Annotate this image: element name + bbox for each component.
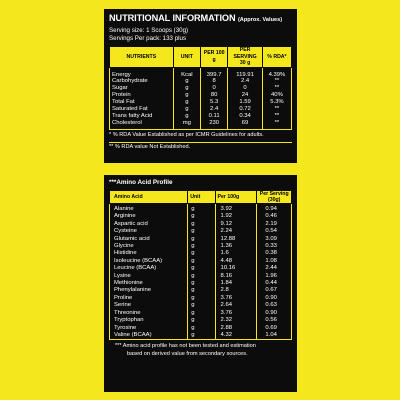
table-cell: 0.90 — [257, 295, 292, 302]
table-row — [110, 113, 292, 120]
table-cell: Lysine — [114, 272, 131, 279]
table-cell: 8 — [200, 78, 227, 85]
table-cell: 5.3% — [262, 99, 291, 106]
table-row — [110, 236, 292, 243]
table-row — [110, 120, 292, 129]
table-cell: 0.33 — [257, 243, 292, 250]
nutrition-title-sub: (Approx. Values) — [237, 17, 283, 23]
table-cell: g — [188, 204, 215, 214]
table-cell: g — [188, 236, 215, 243]
table-cell: 9.12 — [215, 221, 257, 228]
table-cell: g — [188, 325, 215, 332]
col-per-serving: PER SERVING 30 g — [228, 47, 263, 68]
table-cell: g — [188, 250, 215, 257]
amino-title: ***Amino Acid Profile — [109, 179, 173, 186]
table-row — [110, 273, 292, 280]
table-cell: 0.46 — [257, 213, 292, 220]
table-cell: ** — [262, 106, 291, 113]
table-cell: g — [188, 265, 215, 272]
table-row — [110, 221, 292, 228]
table-cell: Energy — [112, 71, 131, 78]
table-cell: 4.32 — [215, 332, 257, 340]
col-per-100g: PER 100 g — [200, 47, 227, 68]
table-cell: 2.44 — [257, 265, 292, 272]
table-cell: 1.36 — [215, 243, 257, 250]
table-cell: 0.38 — [257, 250, 292, 257]
table-cell: 0 — [228, 85, 263, 92]
amino-note — [109, 342, 292, 358]
table-cell: Cholesterol — [112, 119, 142, 126]
table-cell: Trans fatty Acid — [112, 112, 153, 119]
table-cell: 8.16 — [215, 273, 257, 280]
table-cell: g — [188, 332, 215, 340]
table-row — [110, 280, 292, 287]
table-cell: Leucine (BCAA) — [114, 265, 157, 272]
table-cell: g — [188, 310, 215, 317]
col-amino-per-serving: Per Serving (30g) — [257, 191, 292, 204]
amino-table — [109, 190, 292, 340]
rda-not-established-note: ** % RDA value Not Established. — [109, 144, 191, 151]
table-cell: Kcal — [173, 67, 200, 78]
table-cell: g — [188, 213, 215, 220]
table-cell: 1.08 — [257, 258, 292, 265]
table-cell: 4.48 — [215, 258, 257, 265]
table-cell: g — [173, 99, 200, 106]
table-cell: g — [173, 78, 200, 85]
table-cell: Methionine — [114, 280, 143, 287]
table-cell: Saturated Fat — [112, 106, 148, 113]
table-cell: 4.39% — [262, 67, 291, 78]
table-row — [110, 99, 292, 106]
table-cell: 5.3 — [200, 99, 227, 106]
table-cell: g — [188, 287, 215, 294]
table-row — [110, 78, 292, 85]
col-amino-unit: Unit — [188, 191, 215, 204]
table-cell: ** — [262, 78, 291, 85]
table-cell: 12.88 — [215, 236, 257, 243]
col-amino-per-100g: Per 100g — [215, 191, 257, 204]
col-amino-acid: Amino Acid — [110, 191, 188, 204]
table-cell: g — [188, 302, 215, 309]
table-cell: Arginine — [114, 213, 136, 220]
table-cell: 2.8 — [215, 287, 257, 294]
table-row — [110, 250, 292, 257]
table-cell: 0.63 — [257, 302, 292, 309]
table-cell: Tryptophan — [114, 317, 144, 324]
rda-footnote: * % RDA Value Established as per ICMR Guidelines for adults. — [109, 131, 264, 138]
table-row — [110, 310, 292, 317]
table-cell: 40% — [262, 92, 291, 99]
table-cell: g — [173, 92, 200, 99]
table-cell: 80 — [200, 92, 227, 99]
table-cell: Serine — [114, 302, 132, 309]
table-cell: g — [173, 113, 200, 120]
table-row — [110, 332, 292, 340]
table-row — [110, 243, 292, 250]
table-cell: Sugar — [112, 85, 128, 92]
table-cell: 2.32 — [215, 317, 257, 324]
table-cell: g — [173, 85, 200, 92]
table-cell: Tyrosine — [114, 324, 137, 331]
table-cell: 1.6 — [215, 250, 257, 257]
table-cell: 0.34 — [228, 113, 263, 120]
table-cell: 2.88 — [215, 325, 257, 332]
table-cell: 1.92 — [215, 213, 257, 220]
table-cell: 0.72 — [228, 106, 263, 113]
table-cell: 0.11 — [200, 113, 227, 120]
table-cell: Proline — [114, 294, 133, 301]
table-cell: 1.59 — [228, 99, 263, 106]
table-row — [110, 67, 292, 78]
table-cell: Glycine — [114, 243, 134, 250]
table-row — [110, 228, 292, 235]
table-cell: 0.54 — [257, 228, 292, 235]
nutrition-title-main: NUTRITIONAL INFORMATION — [109, 13, 236, 23]
nutrition-panel — [104, 9, 297, 163]
col-rda: % RDA* — [262, 47, 291, 68]
table-row — [110, 325, 292, 332]
table-cell: g — [173, 106, 200, 113]
table-cell: Aspartic acid — [114, 220, 148, 227]
table-cell: ** — [262, 120, 291, 129]
serving-size: Serving size: 1 Scoops (30g) — [109, 27, 189, 34]
table-cell: g — [188, 228, 215, 235]
table-cell: 119.91 — [228, 67, 263, 78]
table-cell: Threonine — [114, 309, 141, 316]
table-cell: ** — [262, 113, 291, 120]
table-cell: mg — [173, 120, 200, 129]
table-cell: Cysteine — [114, 228, 137, 235]
table-cell: 69 — [228, 120, 263, 129]
table-cell: g — [188, 243, 215, 250]
table-cell: Histidine — [114, 250, 137, 257]
nutrition-header-row — [110, 47, 292, 68]
table-cell: g — [188, 317, 215, 324]
table-cell: 0.94 — [257, 204, 292, 214]
table-row — [110, 317, 292, 324]
col-unit: UNIT — [173, 47, 200, 68]
table-cell: 3.76 — [215, 310, 257, 317]
table-cell: 24 — [228, 92, 263, 99]
table-cell: Protein — [112, 92, 131, 99]
table-cell: 2.4 — [200, 106, 227, 113]
table-cell: 3.76 — [215, 295, 257, 302]
nutrition-title — [109, 13, 292, 26]
table-cell: 2.64 — [215, 302, 257, 309]
table-cell: 2.19 — [257, 221, 292, 228]
table-cell: g — [188, 295, 215, 302]
divider — [109, 142, 292, 143]
table-cell: Alanine — [114, 206, 134, 212]
table-cell: 2.24 — [215, 228, 257, 235]
amino-note-line1: *** Amino acid profile has not been tested and estimation — [115, 343, 256, 350]
table-cell: 3.92 — [215, 204, 257, 214]
table-cell: g — [188, 258, 215, 265]
table-row — [110, 85, 292, 92]
table-cell: 0.56 — [257, 317, 292, 324]
table-cell: Isoleucine (BCAA) — [114, 257, 163, 264]
table-row — [110, 204, 292, 214]
table-cell: 0 — [200, 85, 227, 92]
table-row — [110, 302, 292, 309]
table-cell: 399.7 — [200, 67, 227, 78]
table-cell: 2.4 — [228, 78, 263, 85]
table-row — [110, 213, 292, 220]
table-cell: g — [188, 273, 215, 280]
table-row — [110, 265, 292, 272]
table-row — [110, 287, 292, 294]
amino-note-line2: based on derived value from secondary sources. — [127, 351, 248, 358]
table-cell: 1.04 — [257, 332, 292, 340]
servings-per-pack: Servings Per pack: 133 plus — [109, 35, 187, 42]
table-cell: 1.84 — [215, 280, 257, 287]
table-cell: 0.69 — [257, 325, 292, 332]
table-cell: 230 — [200, 120, 227, 129]
table-cell: ** — [262, 85, 291, 92]
amino-header-row — [110, 191, 292, 204]
table-cell: 10.16 — [215, 265, 257, 272]
table-cell: 0.90 — [257, 310, 292, 317]
table-cell: Valine (BCAA) — [114, 331, 152, 338]
table-cell: 1.96 — [257, 273, 292, 280]
table-row — [110, 92, 292, 99]
table-cell: Total Fat — [112, 99, 135, 106]
table-cell: Phenylalanine — [114, 287, 152, 294]
col-nutrients: NUTRIENTS — [110, 47, 174, 68]
table-cell: g — [188, 221, 215, 228]
table-cell: 0.44 — [257, 280, 292, 287]
table-cell: Carbohydrate — [112, 78, 148, 85]
amino-panel — [104, 175, 297, 392]
table-row — [110, 106, 292, 113]
nutrition-table — [109, 46, 292, 130]
table-row — [110, 258, 292, 265]
table-row — [110, 295, 292, 302]
table-cell: 0.67 — [257, 287, 292, 294]
table-cell: 3.09 — [257, 236, 292, 243]
table-cell: g — [188, 280, 215, 287]
table-cell: Glutamic acid — [114, 235, 150, 242]
